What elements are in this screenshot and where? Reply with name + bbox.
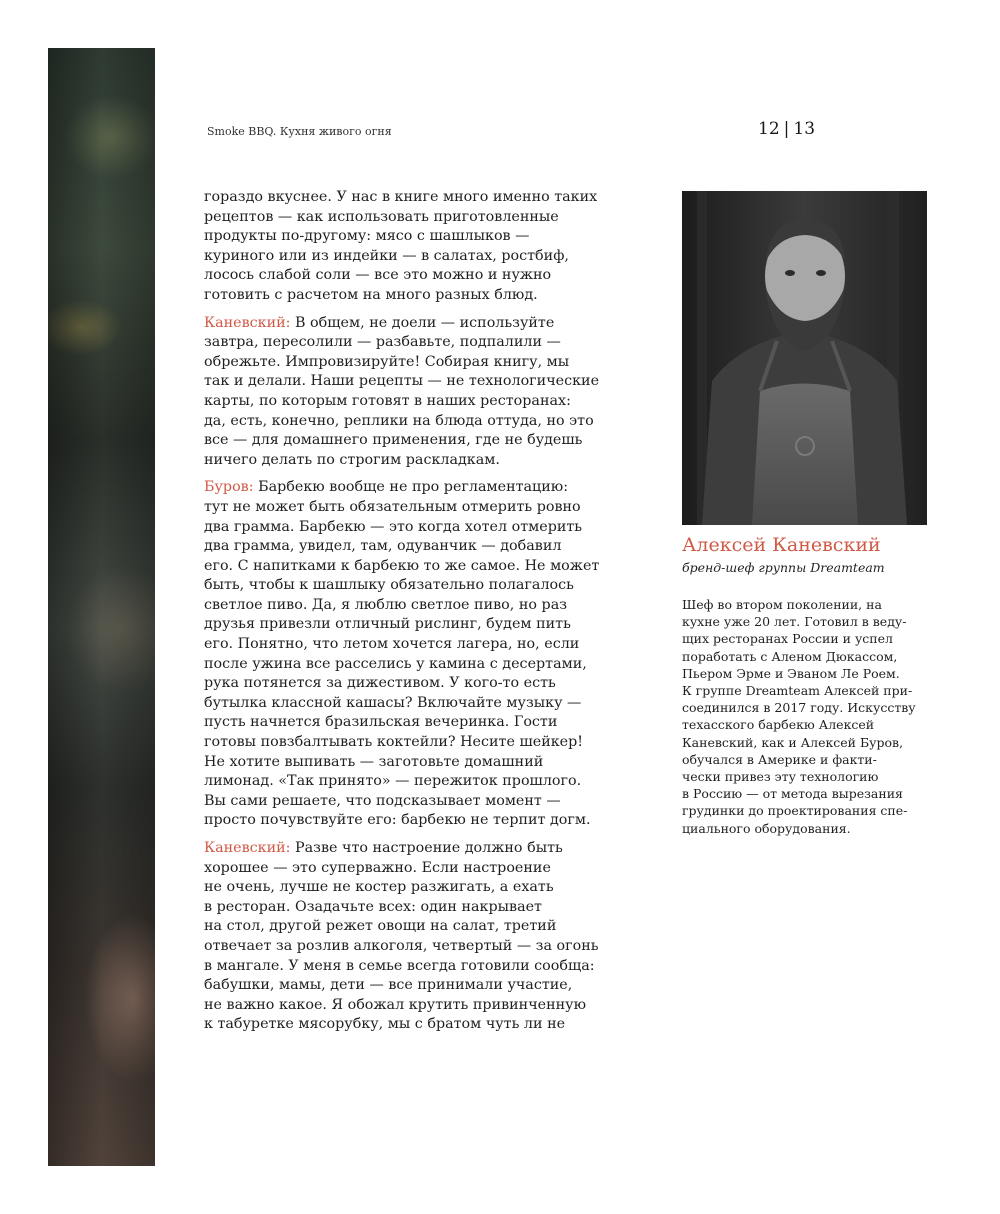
- line-text: на стол, другой режет овощи на салат, третий: [204, 918, 557, 935]
- bio-line: Пьером Эрме и Эваном Ле Роем.: [682, 665, 900, 681]
- line-text: в мангале. У меня в семье всегда готовили сообща:: [204, 957, 595, 974]
- text-line: [204, 227, 624, 247]
- text-line: [204, 713, 624, 733]
- line-text: в ресторан. Озадачьте всех: один накрывает: [204, 898, 542, 915]
- bio-line: К группе Dreamteam Алексей при-: [682, 683, 913, 699]
- text-line: [204, 353, 624, 373]
- bio-line: кухне уже 20 лет. Готовил в веду-: [682, 614, 907, 630]
- line-text: В общем, не доели — используйте: [290, 314, 555, 331]
- side-photo-strip: [48, 48, 155, 1166]
- bio-line: циального оборудования.: [682, 820, 851, 836]
- line-text: рука потянется за дижестивом. У кого-то есть: [204, 675, 556, 692]
- text-line: [204, 286, 624, 306]
- text-line: [204, 537, 624, 557]
- line-text: продукты по-другому: мясо с шашлыков —: [204, 228, 530, 245]
- chef-role: бренд-шеф группы Dreamteam: [682, 560, 885, 575]
- bio-line: грудинки до проектирования спе-: [682, 803, 908, 819]
- bio-line: Каневский, как и Алексей Буров,: [682, 734, 904, 750]
- bio-line: техасского барбекю Алексей: [682, 717, 875, 733]
- speaker-label: Каневский:: [204, 314, 291, 331]
- text-line: [204, 557, 624, 577]
- line-text: бутылка классной кашасы? Включайте музыку —: [204, 694, 582, 711]
- line-text: быть, чтобы к шашлыку обязательно полагалось: [204, 577, 574, 594]
- page-numbers: [758, 119, 815, 139]
- text-line: [204, 753, 624, 773]
- text-line: [204, 655, 624, 675]
- line-text: пусть начнется бразильская вечеринка. Гости: [204, 714, 558, 731]
- text-line: [204, 576, 624, 596]
- line-text: ничего делать по строгим раскладкам.: [204, 451, 500, 468]
- bio-line: обучался в Америке и факти-: [682, 751, 877, 767]
- line-text: его. С напитками к барбекю то же самое. Не может: [204, 557, 600, 574]
- line-text: готовы повзбалтывать коктейли? Несите шейкер!: [204, 734, 584, 751]
- chef-name: Алексей Каневский: [682, 534, 881, 556]
- text-line: [204, 498, 624, 518]
- bio-line: чески привез эту технологию: [682, 769, 879, 785]
- text-line: [204, 996, 624, 1016]
- bio-line: щих ресторанах России и успел: [682, 631, 893, 647]
- text-line: [204, 694, 624, 714]
- text-line: [204, 917, 624, 937]
- text-line: [204, 957, 624, 977]
- line-text: завтра, пересолили — разбавьте, подпалили —: [204, 334, 561, 351]
- paragraph: [204, 478, 624, 831]
- text-line: [204, 635, 624, 655]
- text-line: [204, 596, 624, 616]
- speaker-label: Каневский:: [204, 840, 291, 856]
- line-text: гораздо вкуснее. У нас в книге много именно таких: [204, 189, 598, 205]
- line-text: все — для домашнего применения, где не будешь: [204, 432, 583, 449]
- line-text: тут не может быть обязательным отмерить ровно: [204, 498, 581, 515]
- text-line: [204, 372, 624, 392]
- text-line: [204, 247, 624, 267]
- text-line: [204, 772, 624, 792]
- line-text: Барбекю вообще не про регламентацию:: [253, 479, 569, 496]
- side-photo-shade: [48, 48, 155, 1166]
- text-line: [204, 733, 624, 753]
- line-text: Разве что настроение должно быть: [290, 840, 563, 856]
- text-line: [204, 314, 624, 334]
- text-line: [204, 266, 624, 286]
- bio-line: Шеф во втором поколении, на: [682, 597, 882, 612]
- text-line: [204, 615, 624, 635]
- line-text: Не хотите выпивать — заготовьте домашний: [204, 753, 544, 770]
- line-text: после ужина все расселись у камина с десертами,: [204, 655, 587, 672]
- text-line: [204, 518, 624, 538]
- text-line: [204, 674, 624, 694]
- text-line: [204, 188, 624, 208]
- text-line: [204, 839, 624, 859]
- text-line: [204, 937, 624, 957]
- line-text: не важно какое. Я обожал крутить привинченную: [204, 996, 587, 1013]
- main-text-column: [204, 188, 624, 1043]
- paragraph: [204, 839, 624, 1035]
- chef-portrait-illustration: [682, 191, 927, 525]
- line-text: да, есть, конечно, реплики на блюда оттуда, но это: [204, 412, 594, 429]
- paragraph: [204, 188, 624, 306]
- text-line: [204, 792, 624, 812]
- line-text: два грамма, увидел, там, одуванчик — добавил: [204, 538, 562, 555]
- bio-line: поработать с Аленом Дюкассом,: [682, 648, 898, 664]
- line-text: лимонад. «Так принято» — пережиток прошлого.: [204, 773, 582, 790]
- line-text: не очень, лучше не костер разжигать, а ехать: [204, 879, 554, 896]
- line-text: два грамма. Барбекю — это когда хотел отмерить: [204, 518, 583, 535]
- line-text: готовить с расчетом на много разных блюд.: [204, 286, 538, 303]
- line-text: лосось слабой соли — все это можно и нужно: [204, 267, 552, 284]
- page-number-right: 13: [793, 119, 816, 139]
- text-line: [204, 811, 624, 831]
- text-line: [204, 412, 624, 432]
- line-text: его. Понятно, что летом хочется лагера, но, если: [204, 636, 580, 653]
- paragraph: [204, 314, 624, 471]
- text-line: [204, 431, 624, 451]
- text-line: [204, 478, 624, 498]
- line-text: так и делали. Наши рецепты — не технологические: [204, 373, 600, 390]
- line-text: бабушки, мамы, дети — все принимали участие,: [204, 977, 573, 994]
- line-text: рецептов — как использовать приготовленные: [204, 208, 559, 225]
- text-line: [204, 1015, 624, 1035]
- text-line: [204, 859, 624, 879]
- line-text: к табуретке мясорубку, мы с братом чуть ли не: [204, 1016, 566, 1033]
- line-text: Вы сами решаете, что подсказывает момент —: [204, 792, 561, 809]
- bio-line: в Россию — от метода вырезания: [682, 786, 903, 802]
- page-number-separator: |: [783, 119, 790, 139]
- line-text: хорошее — это суперважно. Если настроение: [204, 859, 551, 876]
- text-line: [204, 898, 624, 918]
- text-line: [204, 976, 624, 996]
- line-text: куриного или из индейки — в салатах, ростбиф,: [204, 247, 569, 264]
- text-line: [204, 333, 624, 353]
- text-line: [204, 208, 624, 228]
- text-line: [204, 392, 624, 412]
- line-text: обрежьте. Импровизируйте! Собирая книгу, мы: [204, 353, 570, 370]
- running-head: Smoke BBQ. Кухня живого огня: [207, 125, 392, 138]
- text-line: [204, 451, 624, 471]
- line-text: светлое пиво. Да, я люблю светлое пиво, но раз: [204, 596, 568, 613]
- chef-portrait-photo: [682, 191, 927, 525]
- line-text: просто почувствуйте его: барбекю не терпит догм.: [204, 812, 591, 829]
- bio-line: соединился в 2017 году. Искусству: [682, 700, 916, 716]
- line-text: отвечает за розлив алкоголя, четвертый — за огонь: [204, 937, 599, 954]
- page-number-left: 12: [758, 119, 780, 139]
- speaker-label: Буров:: [204, 479, 254, 496]
- chef-bio: [682, 596, 942, 837]
- text-line: [204, 878, 624, 898]
- line-text: друзья привезли отличный рислинг, будем пить: [204, 616, 571, 633]
- line-text: карты, по которым готовят в наших ресторанах:: [204, 392, 571, 409]
